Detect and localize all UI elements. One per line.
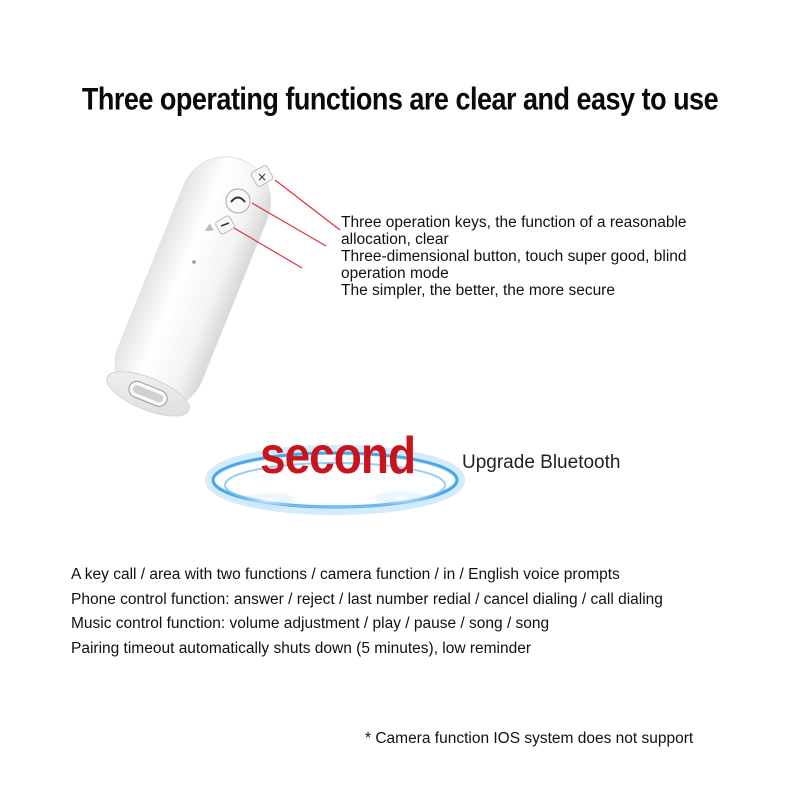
spec-line: Music control function: volume adjustment / play / pause / song / song — [71, 615, 550, 632]
bluetooth-receiver-image — [70, 140, 350, 440]
feature-line: allocation, clear — [341, 231, 449, 248]
spec-line: Phone control function: answer / reject / last number redial / cancel dialing / call dialing — [71, 590, 663, 608]
headline: Three operating functions are clear and easy to use — [81, 81, 719, 117]
spec-line: A key call / area with two functions / camera function / in / English voice prompts — [71, 566, 620, 583]
feature-line: operation mode — [341, 265, 449, 282]
feature-line: Three operation keys, the function of a reasonable — [341, 214, 687, 231]
footnote: * Camera function IOS system does not support — [365, 730, 694, 747]
call-key — [226, 189, 250, 213]
spec-list — [71, 563, 771, 661]
feature-description — [341, 214, 761, 299]
banner-word: second — [260, 425, 416, 485]
banner-caption: Upgrade Bluetooth — [462, 452, 621, 473]
svg-text:×: × — [256, 170, 268, 184]
feature-line: The simpler, the better, the more secure — [341, 282, 615, 299]
feature-line: Three-dimensional button, touch super good, blind — [341, 248, 687, 265]
spec-line: Pairing timeout automatically shuts down (5 minutes), low reminder — [71, 639, 532, 657]
